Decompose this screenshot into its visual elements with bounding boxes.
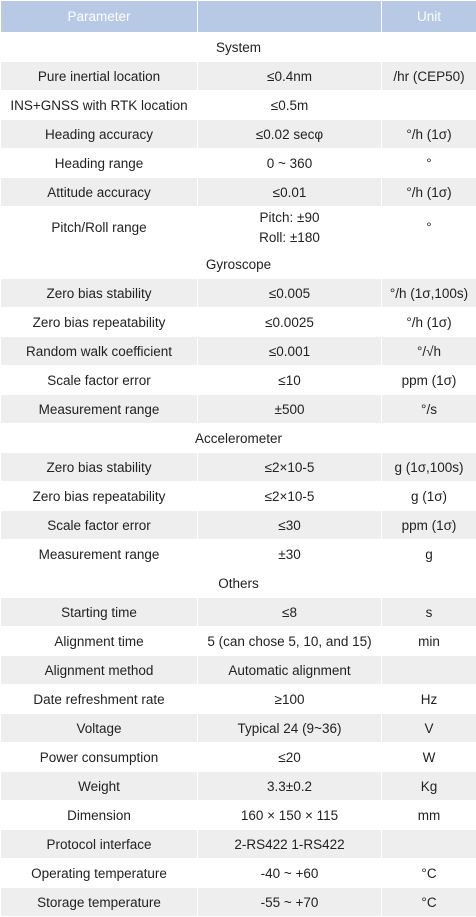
value-cell: 160 × 150 × 115: [198, 801, 382, 830]
unit-cell: °C: [382, 888, 476, 917]
parameter-cell: Alignment method: [1, 656, 198, 685]
parameter-cell: Alignment time: [1, 627, 198, 656]
value-cell: ≤2×10-5: [198, 482, 382, 511]
value-cell: ≤10: [198, 366, 382, 395]
parameter-cell: Heading accuracy: [1, 120, 198, 149]
value-cell: 5 (can chose 5, 10, and 15): [198, 627, 382, 656]
value-cell: ≤0.4nm: [198, 62, 382, 91]
table-row: [1, 308, 476, 337]
table-row: [1, 62, 476, 91]
parameter-cell: Zero bias stability: [1, 279, 198, 308]
value-cell: ±30: [198, 540, 382, 569]
unit-cell: Kg: [382, 772, 476, 801]
value-cell: Typical 24 (9~36): [198, 714, 382, 743]
unit-cell: °/h (1σ,100s): [382, 279, 476, 308]
value-cell: ≤8: [198, 598, 382, 627]
unit-cell: °/√h: [382, 337, 476, 366]
unit-cell: °: [382, 207, 476, 250]
unit-cell: V: [382, 714, 476, 743]
table-row: [1, 540, 476, 569]
parameter-cell: Attitude accuracy: [1, 178, 198, 207]
value-cell: [198, 207, 382, 250]
parameter-cell: Operating temperature: [1, 859, 198, 888]
table-row: [1, 337, 476, 366]
parameter-cell: Weight: [1, 772, 198, 801]
table-row: [1, 91, 476, 120]
value-cell: ≤2×10-5: [198, 453, 382, 482]
value-cell: ≤0.01: [198, 178, 382, 207]
value-cell: Automatic alignment: [198, 656, 382, 685]
value-cell: ≤30: [198, 511, 382, 540]
value-cell: ≤0.005: [198, 279, 382, 308]
section-title: Gyroscope: [1, 250, 476, 279]
table-row: [1, 598, 476, 627]
parameter-cell: Measurement range: [1, 540, 198, 569]
table-row: [1, 801, 476, 830]
value-cell: ≥100: [198, 685, 382, 714]
unit-cell: g (1σ): [382, 482, 476, 511]
value-cell: ±500: [198, 395, 382, 424]
table-row: [1, 743, 476, 772]
parameter-cell: Scale factor error: [1, 511, 198, 540]
unit-cell: /hr (CEP50): [382, 62, 476, 91]
unit-cell: min: [382, 627, 476, 656]
unit-cell: mm: [382, 801, 476, 830]
parameter-cell: Scale factor error: [1, 366, 198, 395]
value-cell: -55 ~ +70: [198, 888, 382, 917]
table-row: [1, 453, 476, 482]
table-row: [1, 178, 476, 207]
header-parameter: Parameter: [1, 1, 198, 33]
table-row: [1, 366, 476, 395]
parameter-cell: Voltage: [1, 714, 198, 743]
parameter-cell: Zero bias repeatability: [1, 482, 198, 511]
unit-cell: g: [382, 540, 476, 569]
value-cell: 3.3±0.2: [198, 772, 382, 801]
parameter-cell: Heading range: [1, 149, 198, 178]
unit-cell: °/h (1σ): [382, 120, 476, 149]
section-row-accelerometer: [1, 424, 476, 453]
section-title: Accelerometer: [1, 424, 476, 453]
parameter-cell: Protocol interface: [1, 830, 198, 859]
table-row: [1, 395, 476, 424]
parameter-cell: Pure inertial location: [1, 62, 198, 91]
value-cell: ≤0.5m: [198, 91, 382, 120]
unit-cell: [382, 91, 476, 120]
unit-cell: W: [382, 743, 476, 772]
parameter-cell: Zero bias repeatability: [1, 308, 198, 337]
section-title: System: [1, 33, 476, 62]
unit-cell: Hz: [382, 685, 476, 714]
table-row: [1, 859, 476, 888]
parameter-cell: Random walk coefficient: [1, 337, 198, 366]
parameter-cell: Zero bias stability: [1, 453, 198, 482]
table-row: [1, 207, 476, 250]
section-row-others: [1, 569, 476, 598]
unit-cell: s: [382, 598, 476, 627]
table-row: [1, 656, 476, 685]
parameter-cell: Pitch/Roll range: [1, 207, 198, 250]
unit-cell: °/s: [382, 395, 476, 424]
value-cell: ≤0.001: [198, 337, 382, 366]
parameter-cell: Date refreshment rate: [1, 685, 198, 714]
parameter-cell: Power consumption: [1, 743, 198, 772]
table-row: [1, 714, 476, 743]
value-line: Roll: ±180: [200, 228, 379, 248]
table-row: [1, 511, 476, 540]
table-row: [1, 627, 476, 656]
parameter-cell: Dimension: [1, 801, 198, 830]
unit-cell: °/h (1σ): [382, 308, 476, 337]
section-title: Others: [1, 569, 476, 598]
value-cell: -40 ~ +60: [198, 859, 382, 888]
header-value: [198, 1, 382, 33]
unit-cell: [382, 830, 476, 859]
unit-cell: °/h (1σ): [382, 178, 476, 207]
parameter-cell: Measurement range: [1, 395, 198, 424]
table-row: [1, 685, 476, 714]
table-row: [1, 830, 476, 859]
unit-cell: g (1σ,100s): [382, 453, 476, 482]
value-line: Pitch: ±90: [200, 208, 379, 228]
value-cell: ≤0.0025: [198, 308, 382, 337]
table-row: [1, 772, 476, 801]
value-cell: 0 ~ 360: [198, 149, 382, 178]
value-cell: 2-RS422 1-RS422: [198, 830, 382, 859]
unit-cell: ppm (1σ): [382, 511, 476, 540]
parameter-cell: INS+GNSS with RTK location: [1, 91, 198, 120]
table-header-row: [1, 1, 476, 33]
unit-cell: ppm (1σ): [382, 366, 476, 395]
section-row-gyroscope: [1, 250, 476, 279]
table-row: [1, 120, 476, 149]
parameter-cell: Starting time: [1, 598, 198, 627]
table-row: [1, 888, 476, 917]
header-unit: Unit: [382, 1, 476, 33]
table-row: [1, 149, 476, 178]
value-cell: ≤20: [198, 743, 382, 772]
unit-cell: °C: [382, 859, 476, 888]
unit-cell: °: [382, 149, 476, 178]
table-row: [1, 279, 476, 308]
unit-cell: [382, 656, 476, 685]
parameter-cell: Storage temperature: [1, 888, 198, 917]
table-row: [1, 482, 476, 511]
value-cell: ≤0.02 secφ: [198, 120, 382, 149]
section-row-system: [1, 33, 476, 62]
